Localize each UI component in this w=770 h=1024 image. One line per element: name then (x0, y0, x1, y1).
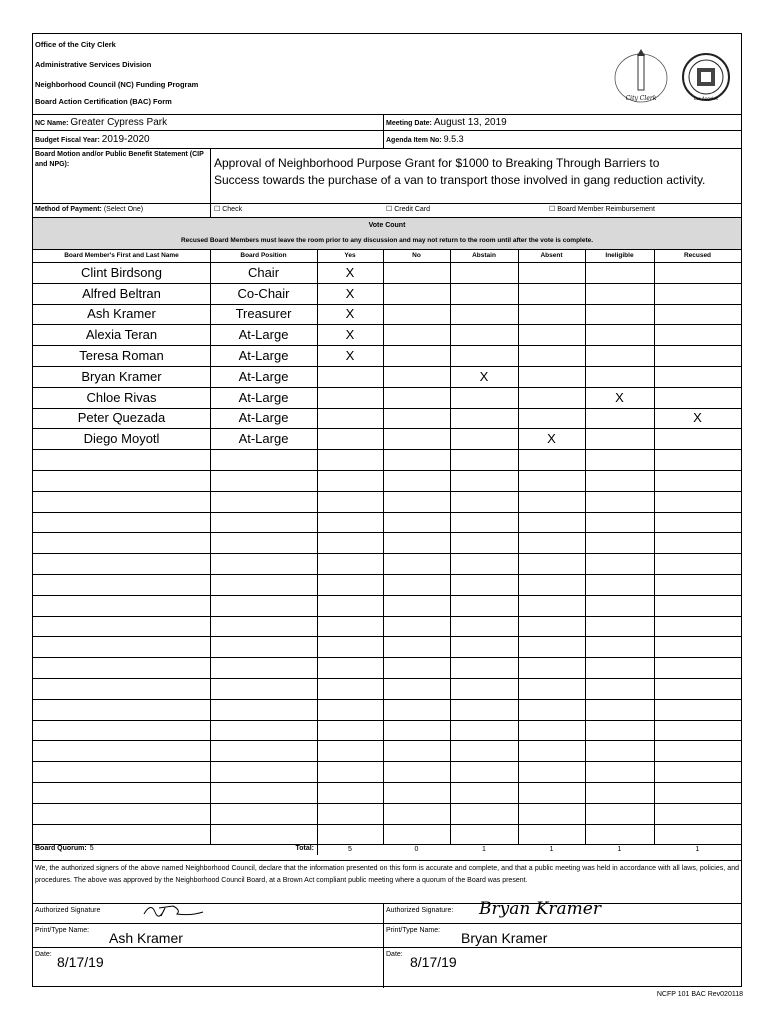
vote-mark (585, 304, 654, 325)
vote-mark (383, 324, 450, 345)
svg-text:City Clerk: City Clerk (625, 95, 657, 102)
vote-mark (450, 408, 518, 429)
vote-mark: X (345, 264, 355, 280)
declaration-text: We, the authorized signers of the above named Neighborhood Council, declare that the information presented on this form is accurate and complete, and that a public meeting was held in accordance with all laws, policies, and procedures. The above was approved by the Neighborhood Council Board, at a Brown Act compliant public meeting where a quorum of the Board was present. (35, 865, 739, 884)
right-name-value: Bryan Kramer (461, 930, 548, 946)
table-row (33, 428, 741, 449)
vote-total: 1 (549, 846, 554, 854)
vote-mark (450, 324, 518, 345)
member-name: Clint Birdsong (81, 264, 162, 280)
table-row (33, 324, 741, 345)
vote-mark (585, 345, 654, 366)
vote-mark: X (345, 285, 355, 301)
vote-mark (654, 324, 741, 345)
svg-text:Los Angeles: Los Angeles (694, 96, 718, 101)
vote-mark (383, 283, 450, 304)
vote-mark (518, 324, 585, 345)
vote-mark: X (547, 431, 556, 447)
bac-form (32, 33, 742, 987)
vote-mark (450, 345, 518, 366)
member-position: At-Large (238, 389, 289, 405)
member-position: At-Large (238, 368, 289, 384)
vote-mark: X (345, 348, 355, 364)
row-divider (33, 512, 741, 513)
form-revision: NCFP 101 BAC Rev020118 (656, 991, 743, 998)
vote-total: 5 (348, 846, 352, 854)
vote-mark: X (615, 389, 624, 405)
vote-mark (518, 283, 585, 304)
vote-mark (383, 345, 450, 366)
motion-text (214, 155, 705, 189)
member-position: At-Large (238, 431, 289, 447)
row-divider (33, 844, 741, 845)
payment-reimbursement-option[interactable]: ☐ Board Member Reimbursement (549, 206, 655, 213)
vote-mark (383, 262, 450, 283)
vote-mark (585, 262, 654, 283)
member-name: Peter Quezada (77, 410, 166, 426)
member-name: Alexia Teran (85, 327, 158, 343)
row-divider (33, 574, 741, 575)
vote-mark (654, 262, 741, 283)
vote-mark (585, 366, 654, 387)
vote-mark (518, 262, 585, 283)
agenda-label: Agenda Item No: 9.5.3 (386, 134, 464, 144)
vote-mark (654, 387, 741, 408)
row-divider (33, 761, 741, 762)
vote-mark (654, 345, 741, 366)
right-date-value: 8/17/19 (410, 954, 457, 970)
left-name-label: Print/Type Name: (35, 927, 90, 934)
column-header: No (412, 252, 421, 259)
motion-label: Board Motion and/or Public Benefit Statement (CIP and NPG): (35, 151, 204, 168)
table-row (33, 387, 741, 408)
quorum-value: 5 (89, 845, 94, 853)
meeting-date-label: Meeting Date: August 13, 2019 (386, 117, 507, 128)
row-divider (33, 532, 741, 533)
agenda-value: 9.5.3 (443, 134, 464, 144)
column-header: Absent (540, 252, 563, 259)
vote-table (33, 249, 741, 857)
right-name-label: Print/Type Name: (386, 927, 441, 934)
left-signature-label: Authorized Signature (35, 907, 101, 914)
member-name: Diego Moyotl (83, 431, 160, 447)
member-name: Teresa Roman (79, 348, 164, 364)
left-name-value: Ash Kramer (109, 930, 183, 946)
column-header: Yes (344, 252, 356, 259)
vote-mark (317, 408, 383, 429)
vote-mark (585, 324, 654, 345)
budget-value: 2019-2020 (101, 134, 150, 145)
vote-mark (450, 304, 518, 325)
table-row (33, 366, 741, 387)
table-row (33, 262, 741, 283)
row-divider (33, 595, 741, 596)
member-position: Co-Chair (237, 285, 290, 301)
row-divider (33, 678, 741, 679)
column-header: Board Position (240, 252, 287, 259)
row-divider (33, 699, 741, 700)
vote-mark (654, 283, 741, 304)
member-name: Chloe Rivas (86, 389, 157, 405)
vote-mark (654, 304, 741, 325)
division-title: Administrative Services Division (35, 60, 152, 69)
office-title: Office of the City Clerk (35, 40, 116, 49)
vote-mark (450, 262, 518, 283)
vote-mark: X (345, 327, 355, 343)
vote-mark (383, 304, 450, 325)
vote-mark (518, 345, 585, 366)
program-title: Neighborhood Council (NC) Funding Program (35, 80, 199, 89)
row-divider (33, 782, 741, 783)
table-row (33, 345, 741, 366)
row-divider (33, 616, 741, 617)
row-divider (33, 636, 741, 637)
vote-mark (585, 283, 654, 304)
vote-mark (654, 366, 741, 387)
vote-mark (450, 428, 518, 449)
row-divider (33, 491, 741, 492)
member-position: Chair (247, 264, 280, 280)
payment-credit-option[interactable]: ☐ Credit Card (386, 206, 431, 213)
left-signature-image (141, 900, 211, 920)
vote-banner (33, 218, 741, 249)
column-header: Board Member's First and Last Name (64, 252, 179, 259)
right-date-label: Date: (386, 951, 403, 958)
vote-total: 1 (695, 846, 700, 854)
row-divider (33, 720, 741, 721)
meeting-date-value: August 13, 2019 (433, 117, 507, 128)
member-position: At-Large (238, 348, 289, 364)
row-divider (33, 470, 741, 471)
vote-mark (450, 387, 518, 408)
column-header: Abstain (472, 252, 496, 259)
vote-mark (317, 387, 383, 408)
column-header: Ineligible (605, 252, 634, 259)
column-header: Recused (683, 252, 712, 259)
vote-mark (317, 428, 383, 449)
vote-mark (383, 387, 450, 408)
vote-mark (518, 304, 585, 325)
right-signature: Bryan Kramer (479, 899, 601, 919)
vote-mark (317, 366, 383, 387)
vote-mark (450, 283, 518, 304)
vote-mark (654, 428, 741, 449)
vote-mark (383, 428, 450, 449)
motion-text-line-1: Approval of Neighborhood Purpose Grant for $1000 to Breaking Through Barriers to (214, 156, 660, 170)
vote-mark (585, 408, 654, 429)
vote-mark (383, 366, 450, 387)
table-row (33, 283, 741, 304)
nc-name-value: Greater Cypress Park (70, 117, 168, 128)
vote-mark (383, 408, 450, 429)
vote-total: 1 (617, 846, 622, 854)
motion-text-line-2: Success towards the purchase of a van to transport those involved in gang reduction activity. (214, 173, 706, 187)
payment-label: Method of Payment: (Select One) (35, 206, 144, 213)
vote-mark (518, 366, 585, 387)
form-title: Board Action Certification (BAC) Form (35, 97, 172, 106)
right-signature-label: Authorized Signature: (386, 907, 454, 914)
total-label: Total: (295, 845, 314, 853)
vote-total: 0 (414, 846, 419, 854)
los-angeles-seal (681, 52, 731, 102)
member-position: At-Large (238, 410, 289, 426)
quorum-label: Board Quorum: (35, 845, 87, 853)
budget-label: Budget Fiscal Year: 2019-2020 (35, 134, 150, 145)
vote-mark: X (693, 410, 702, 426)
left-date-value: 8/17/19 (57, 954, 104, 970)
member-name: Bryan Kramer (81, 368, 162, 384)
member-name: Ash Kramer (87, 306, 156, 322)
vote-mark (518, 408, 585, 429)
row-divider (33, 657, 741, 658)
member-position: Treasurer (235, 306, 292, 322)
nc-name-label: NC Name: Greater Cypress Park (35, 117, 168, 128)
vote-mark (585, 428, 654, 449)
payment-check-option[interactable]: ☐ Check (214, 206, 243, 213)
vote-count-title: Vote Count (368, 222, 406, 229)
city-clerk-seal (611, 46, 671, 106)
recused-notice: Recused Board Members must leave the room prior to any discussion and may not return to the room until after the vote is complete. (180, 237, 594, 244)
vote-mark (518, 387, 585, 408)
vote-total: 1 (482, 846, 486, 854)
member-position: At-Large (238, 327, 289, 343)
row-divider (33, 824, 741, 825)
vote-mark: X (479, 368, 489, 384)
total-divider (317, 844, 318, 855)
row-divider (33, 449, 741, 450)
row-divider (33, 803, 741, 804)
table-row (33, 304, 741, 325)
row-divider (33, 553, 741, 554)
board-quorum (35, 845, 94, 852)
member-name: Alfred Beltran (82, 285, 161, 301)
row-divider (33, 740, 741, 741)
vote-mark: X (345, 306, 355, 322)
left-date-label: Date: (35, 951, 52, 958)
table-row (33, 408, 741, 429)
